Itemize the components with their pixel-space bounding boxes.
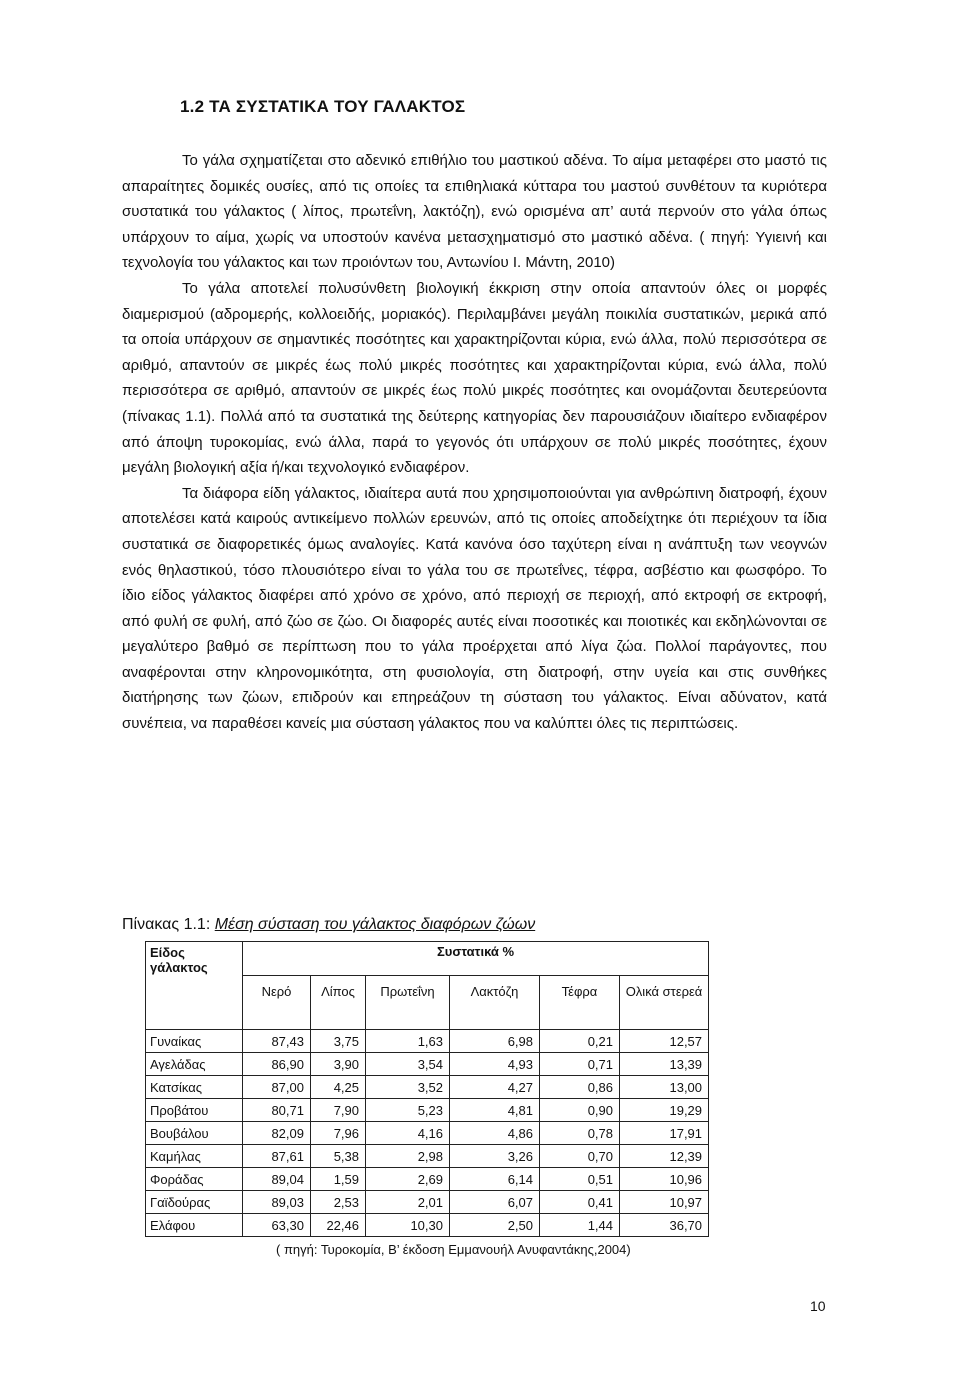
table-row (146, 1053, 709, 1076)
value-cell: 17,91 (620, 1122, 709, 1145)
value-cell: 80,71 (243, 1099, 311, 1122)
row-name-cell: Γυναίκας (146, 1030, 243, 1053)
value-cell: 12,57 (620, 1030, 709, 1053)
milk-composition-table (145, 941, 709, 1237)
value-cell: 19,29 (620, 1099, 709, 1122)
table-body (146, 1030, 709, 1237)
section-title: 1.2 ΤΑ ΣΥΣΤΑΤΙΚΑ ΤΟΥ ΓΑΛΑΚΤΟΣ (180, 97, 466, 116)
table-row (146, 1168, 709, 1191)
paragraph-1: Το γάλα σχηματίζεται στο αδενικό επιθήλιο του μαστικού αδένα. Το αίμα μεταφέρει στο μαστό τις απαραίτητες δομικές ουσίες, από τις οποίες τα επιθηλιακά κύτταρα του μαστού συνθέτουν τα κυριότερα συστατικά του γάλακτος ( λίπος, πρωτεΐνη, λακτόζη), ενώ ορισμένα απ’ αυτά περνούν στο γάλα όπως υπάρχουν το αίμα, χωρίς να υποστούν κανένα μετασχηματισμό στο μαστικό αδένα. ( πηγή: Υγιεινή και τεχνολογία του γάλακτος και των προιόντων του, Αντωνίου Ι. Μάντη, 2010) (122, 152, 827, 272)
table-row (146, 1099, 709, 1122)
value-cell: 3,26 (450, 1145, 540, 1168)
paragraph-3: Τα διάφορα είδη γάλακτος, ιδιαίτερα αυτά που χρησιμοποιούνται για ανθρώπινη διατροφή, έχουν αποτελέσει κατά καιρούς αντικείμενο πολλών ερευνών, από τις οποίες αποδείχτηκε ότι περιέχουν τα ίδια συστατικά σε διαφορετικές όμως αναλογίες. Κατά κανόνα όσο ταχύτερη είναι η ανάπτυξη των νεογνών ενός θηλαστικού, τόσο πλουσιότερο είναι το γάλα του σε πρωτεΐνες, τέφρα, ασβέστιο και φωσφόρο. Το ίδιο είδος γάλακτος διαφέρει από χρόνο σε χρόνο, από περιοχή σε περιοχή, από εκτροφή σε εκτροφή, από φυλή σε φυλή, από ζώο σε ζώο. Οι διαφορές αυτές είναι ποσοτικές και ποιοτικές και εκδηλώνονται σε μεγαλύτερο βαθμό σε περίπτωση που το γάλα προέρχεται από λίγα ζώα. Πολλοί παράγοντες, που αναφέρονται στην κληρονομικότητα, στη φυσιολογία, στη διατροφή, στην υγεία και στις συνθήκες διατήρησης των ζώων, επιδρούν και επηρεάζουν τη σύσταση του γάλακτος. Είναι αδύνατον, κατά συνέπεια, να παραθέσει κανείς μια σύσταση γάλακτος που να καλύπτει όλες τις περιπτώσεις. (122, 484, 827, 733)
value-cell: 0,86 (540, 1076, 620, 1099)
value-cell: 87,00 (243, 1076, 311, 1099)
value-cell: 3,52 (366, 1076, 450, 1099)
table-caption-title: Μέση σύσταση του γάλακτος διαφόρων ζώων (214, 916, 536, 933)
column-header: Λίπος (311, 976, 366, 1030)
value-cell: 4,25 (311, 1076, 366, 1099)
value-cell: 3,75 (311, 1030, 366, 1053)
column-header: Ολικά στερεά (620, 976, 709, 1030)
paragraph-2: Το γάλα αποτελεί πολυσύνθετη βιολογική έκκριση στην οποία απαντούν όλες οι μορφές διαμερισμού (αδρομερής, κολλοειδής, μοριακός). Περιλαμβάνει μεγάλη ποικιλία συστατικών, μερικά από τα οποία υπάρχουν σε σημαντικές ποσότητες και χαρακτηρίζονται κύρια, ενώ άλλα, πολύ περισσότερα σε αριθμό, απαντούν σε μικρές έως πολύ μικρές ποσότητες και χαρακτηρίζονται κύρια, ενώ άλλα, πολύ περισσότερα σε αριθμό, απαντούν σε μικρές έως πολύ μικρές ποσότητες και ονομάζονται δευτερεύοντα (πίνακας 1.1). Πολλά από τα συστατικά της δεύτερης κατηγορίας δεν παρουσιάζουν ιδιαίτερο ενδιαφέρον από άποψη τυροκομίας, ενώ άλλα, παρά το γεγονός ότι υπάρχουν σε πολύ μικρές ποσότητες, έχουν μεγάλη βιολογική αξία ή/και τεχνολογικό ενδιαφέρον. (122, 279, 827, 477)
value-cell: 82,09 (243, 1122, 311, 1145)
value-cell: 87,43 (243, 1030, 311, 1053)
value-cell: 7,96 (311, 1122, 366, 1145)
kind-header: Είδος γάλακτος (146, 942, 243, 1030)
value-cell: 6,14 (450, 1168, 540, 1191)
value-cell: 4,16 (366, 1122, 450, 1145)
value-cell: 1,59 (311, 1168, 366, 1191)
table-row (146, 1122, 709, 1145)
value-cell: 2,53 (311, 1191, 366, 1214)
row-name-cell: Κατσίκας (146, 1076, 243, 1099)
table-row (146, 1030, 709, 1053)
row-name-cell: Αγελάδας (146, 1053, 243, 1076)
row-name-cell: Βουβάλου (146, 1122, 243, 1145)
value-cell: 5,23 (366, 1099, 450, 1122)
body-text (122, 148, 827, 737)
value-cell: 2,98 (366, 1145, 450, 1168)
column-header: Νερό (243, 976, 311, 1030)
value-cell: 3,54 (366, 1053, 450, 1076)
value-cell: 1,63 (366, 1030, 450, 1053)
page-number: 10 (810, 1298, 826, 1314)
value-cell: 6,98 (450, 1030, 540, 1053)
value-cell: 1,44 (540, 1214, 620, 1237)
value-cell: 0,41 (540, 1191, 620, 1214)
value-cell: 10,96 (620, 1168, 709, 1191)
table-caption (122, 916, 535, 934)
value-cell: 5,38 (311, 1145, 366, 1168)
value-cell: 87,61 (243, 1145, 311, 1168)
value-cell: 0,51 (540, 1168, 620, 1191)
table-row (146, 1145, 709, 1168)
value-cell: 2,50 (450, 1214, 540, 1237)
value-cell: 63,30 (243, 1214, 311, 1237)
value-cell: 3,90 (311, 1053, 366, 1076)
table-caption-label: Πίνακας 1.1: (122, 916, 211, 933)
value-cell: 10,30 (366, 1214, 450, 1237)
column-header: Τέφρα (540, 976, 620, 1030)
group-header: Συστατικά % (243, 942, 709, 976)
value-cell: 12,39 (620, 1145, 709, 1168)
value-cell: 2,01 (366, 1191, 450, 1214)
row-name-cell: Καμήλας (146, 1145, 243, 1168)
row-name-cell: Προβάτου (146, 1099, 243, 1122)
table-row (146, 1076, 709, 1099)
column-header: Πρωτεΐνη (366, 976, 450, 1030)
value-cell: 6,07 (450, 1191, 540, 1214)
value-cell: 89,03 (243, 1191, 311, 1214)
table-row (146, 1191, 709, 1214)
table-row (146, 1214, 709, 1237)
value-cell: 0,70 (540, 1145, 620, 1168)
value-cell: 10,97 (620, 1191, 709, 1214)
value-cell: 13,39 (620, 1053, 709, 1076)
row-name-cell: Φοράδας (146, 1168, 243, 1191)
value-cell: 4,86 (450, 1122, 540, 1145)
row-name-cell: Ελάφου (146, 1214, 243, 1237)
value-cell: 4,81 (450, 1099, 540, 1122)
value-cell: 4,27 (450, 1076, 540, 1099)
value-cell: 7,90 (311, 1099, 366, 1122)
value-cell: 0,90 (540, 1099, 620, 1122)
value-cell: 4,93 (450, 1053, 540, 1076)
value-cell: 2,69 (366, 1168, 450, 1191)
column-header: Λακτόζη (450, 976, 540, 1030)
value-cell: 0,21 (540, 1030, 620, 1053)
value-cell: 0,78 (540, 1122, 620, 1145)
value-cell: 13,00 (620, 1076, 709, 1099)
value-cell: 36,70 (620, 1214, 709, 1237)
value-cell: 22,46 (311, 1214, 366, 1237)
table-source: ( πηγή: Τυροκομία, Β’ έκδοση Εμμανουήλ Ανυφαντάκης,2004) (276, 1242, 631, 1257)
value-cell: 86,90 (243, 1053, 311, 1076)
value-cell: 0,71 (540, 1053, 620, 1076)
value-cell: 89,04 (243, 1168, 311, 1191)
row-name-cell: Γαϊδούρας (146, 1191, 243, 1214)
